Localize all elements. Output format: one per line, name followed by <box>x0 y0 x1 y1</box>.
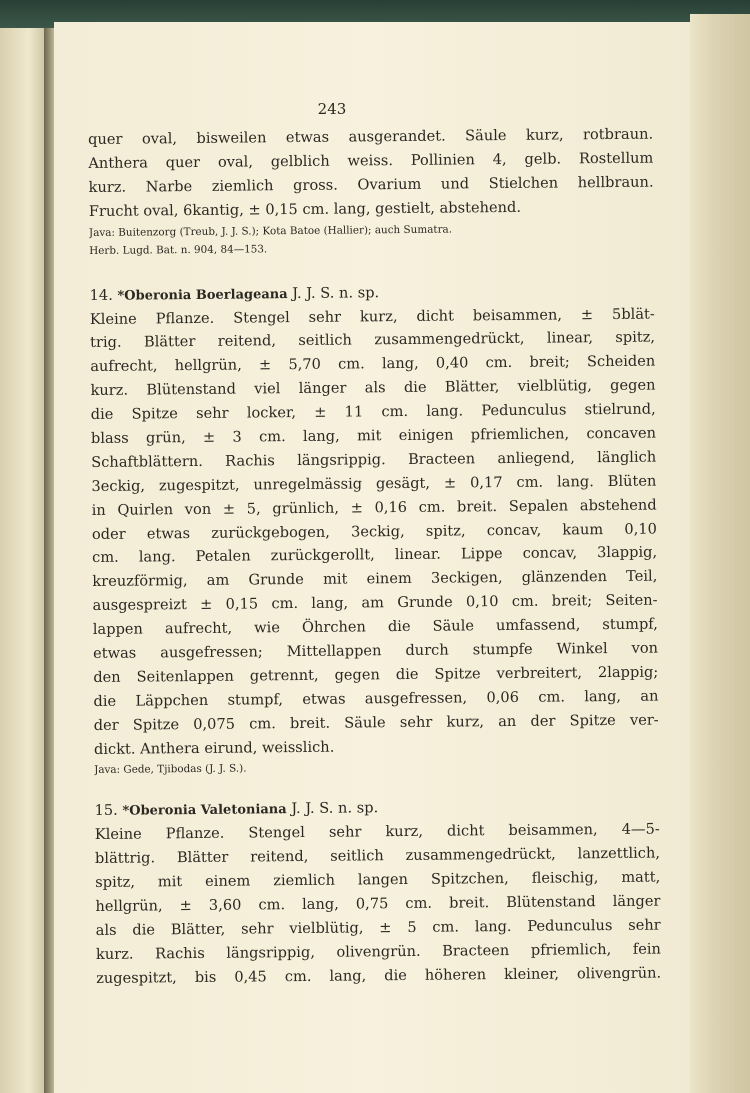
species-name: *Oberonia Boerlageana <box>117 286 288 304</box>
text-line: die Spitze sehr locker, ± 11 cm. lang. Pedunculus stielrund, <box>90 400 656 424</box>
locality-line: Java: Buitenzorg (Treub, J. J. S.); Kota Batoe (Hallier); auch Sumatra. <box>88 223 453 239</box>
page-body <box>88 123 661 991</box>
text-line: blättrig. Blätter reitend, seitlich zusammengedrückt, lanzettlich, <box>94 844 661 868</box>
species-author: J. J. S. n. sp. <box>292 283 380 302</box>
text-line: etwas ausgefressen; Mittellappen durch stumpfe Winkel von <box>92 639 659 663</box>
species-number: 14. <box>89 286 113 304</box>
species-14-entry <box>89 278 659 779</box>
species-number: 15. <box>94 802 118 820</box>
paragraph-continuation <box>88 123 654 260</box>
text-line: spitz, mit einem ziemlich langen Spitzchen, fleischig, matt, <box>95 868 661 892</box>
text-line: blass grün, ± 3 cm. lang, mit einigen pfriemlichen, concaven <box>90 424 657 448</box>
species-15-entry <box>94 794 661 991</box>
text-line: kurz. Narbe ziemlich gross. Ovarium und Stielchen hellbraun. <box>88 173 654 196</box>
text-line: dickt. Anthera eirund, weisslich. <box>93 738 335 758</box>
text-line: Anthera quer oval, gelblich weiss. Pollinien 4, gelb. Rostellum <box>88 149 654 172</box>
text-line: in Quirlen von ± 5, grünlich, ± 0,16 cm. breit. Sepalen abstehend <box>91 496 657 519</box>
species-name: *Oberonia Valetoniana <box>122 802 287 820</box>
text-line: die Läppchen stumpf, etwas ausgefressen, 0,06 cm. lang, an <box>93 687 659 710</box>
text-line: cm. lang. Petalen zurückgerollt, linear. Lippe concav, 3lappig, <box>92 544 658 567</box>
text-line: kreuzförmig, am Grunde mit einem 3eckigen, glänzenden Teil, <box>92 567 658 591</box>
species-author: J. J. S. n. sp. <box>291 799 379 818</box>
text-line: quer oval, bisweilen etwas ausgerandet. Säule kurz, rotbraun. <box>88 125 654 148</box>
text-line: Schaftblättern. Rachis längsrippig. Bracteen anliegend, länglich <box>91 448 657 471</box>
text-line: aufrecht, hellgrün, ± 5,70 cm. lang, 0,40 cm. breit; Scheiden <box>90 352 656 376</box>
locality-line: Java: Gede, Tjibodas (J. J. S.). <box>94 762 247 777</box>
text-line: hellgrün, ± 3,60 cm. lang, 0,75 cm. breit. Blütenstand länger <box>95 892 661 916</box>
text-line: Kleine Pflanze. Stengel sehr kurz, dicht beisammen, 4—5- <box>94 821 660 844</box>
text-line: der Spitze 0,075 cm. breit. Säule sehr kurz, an der Spitze ver- <box>93 711 659 734</box>
text-line: zugespitzt, bis 0,45 cm. lang, die höheren kleiner, olivengrün. <box>96 964 662 987</box>
herbarium-line: Herb. Lugd. Bat. n. 904, 84—153. <box>89 242 268 257</box>
text-line: trig. Blätter reitend, seitlich zusammengedrückt, linear, spitz, <box>89 329 656 352</box>
text-line: Kleine Pflanze. Stengel sehr kurz, dicht beisammen, ± 5blät- <box>89 305 655 328</box>
text-line: als die Blätter, sehr vielblütig, ± 5 cm. lang. Pedunculus sehr <box>95 916 661 940</box>
text-line: ausgespreizt ± 0,15 cm. lang, am Grunde 0,10 cm. breit; Seiten- <box>92 591 658 615</box>
text-line: lappen aufrecht, wie Öhrchen die Säule umfassend, stumpf, <box>92 615 658 639</box>
text-line: kurz. Rachis längsrippig, olivengrün. Bracteen pfriemlich, fein <box>95 940 661 963</box>
text-line: Frucht oval, 6kantig, ± 0,15 cm. lang, gestielt, abstehend. <box>88 198 522 220</box>
text-line: kurz. Blütenstand viel länger als die Blätter, vielblütig, gegen <box>90 376 656 400</box>
text-line: 3eckig, zugespitzt, unregelmässig gesägt, ± 0,17 cm. lang. Blüten <box>91 472 657 495</box>
page-number: 243 <box>317 100 347 118</box>
page-fore-edge <box>690 14 750 1093</box>
text-line: den Seitenlappen getrennt, gegen die Spitze verbreitert, 2lappig; <box>93 663 659 686</box>
facing-page-edge <box>0 28 48 1093</box>
text-line: oder etwas zurückgebogen, 3eckig, spitz, concav, kaum 0,10 <box>91 520 657 543</box>
